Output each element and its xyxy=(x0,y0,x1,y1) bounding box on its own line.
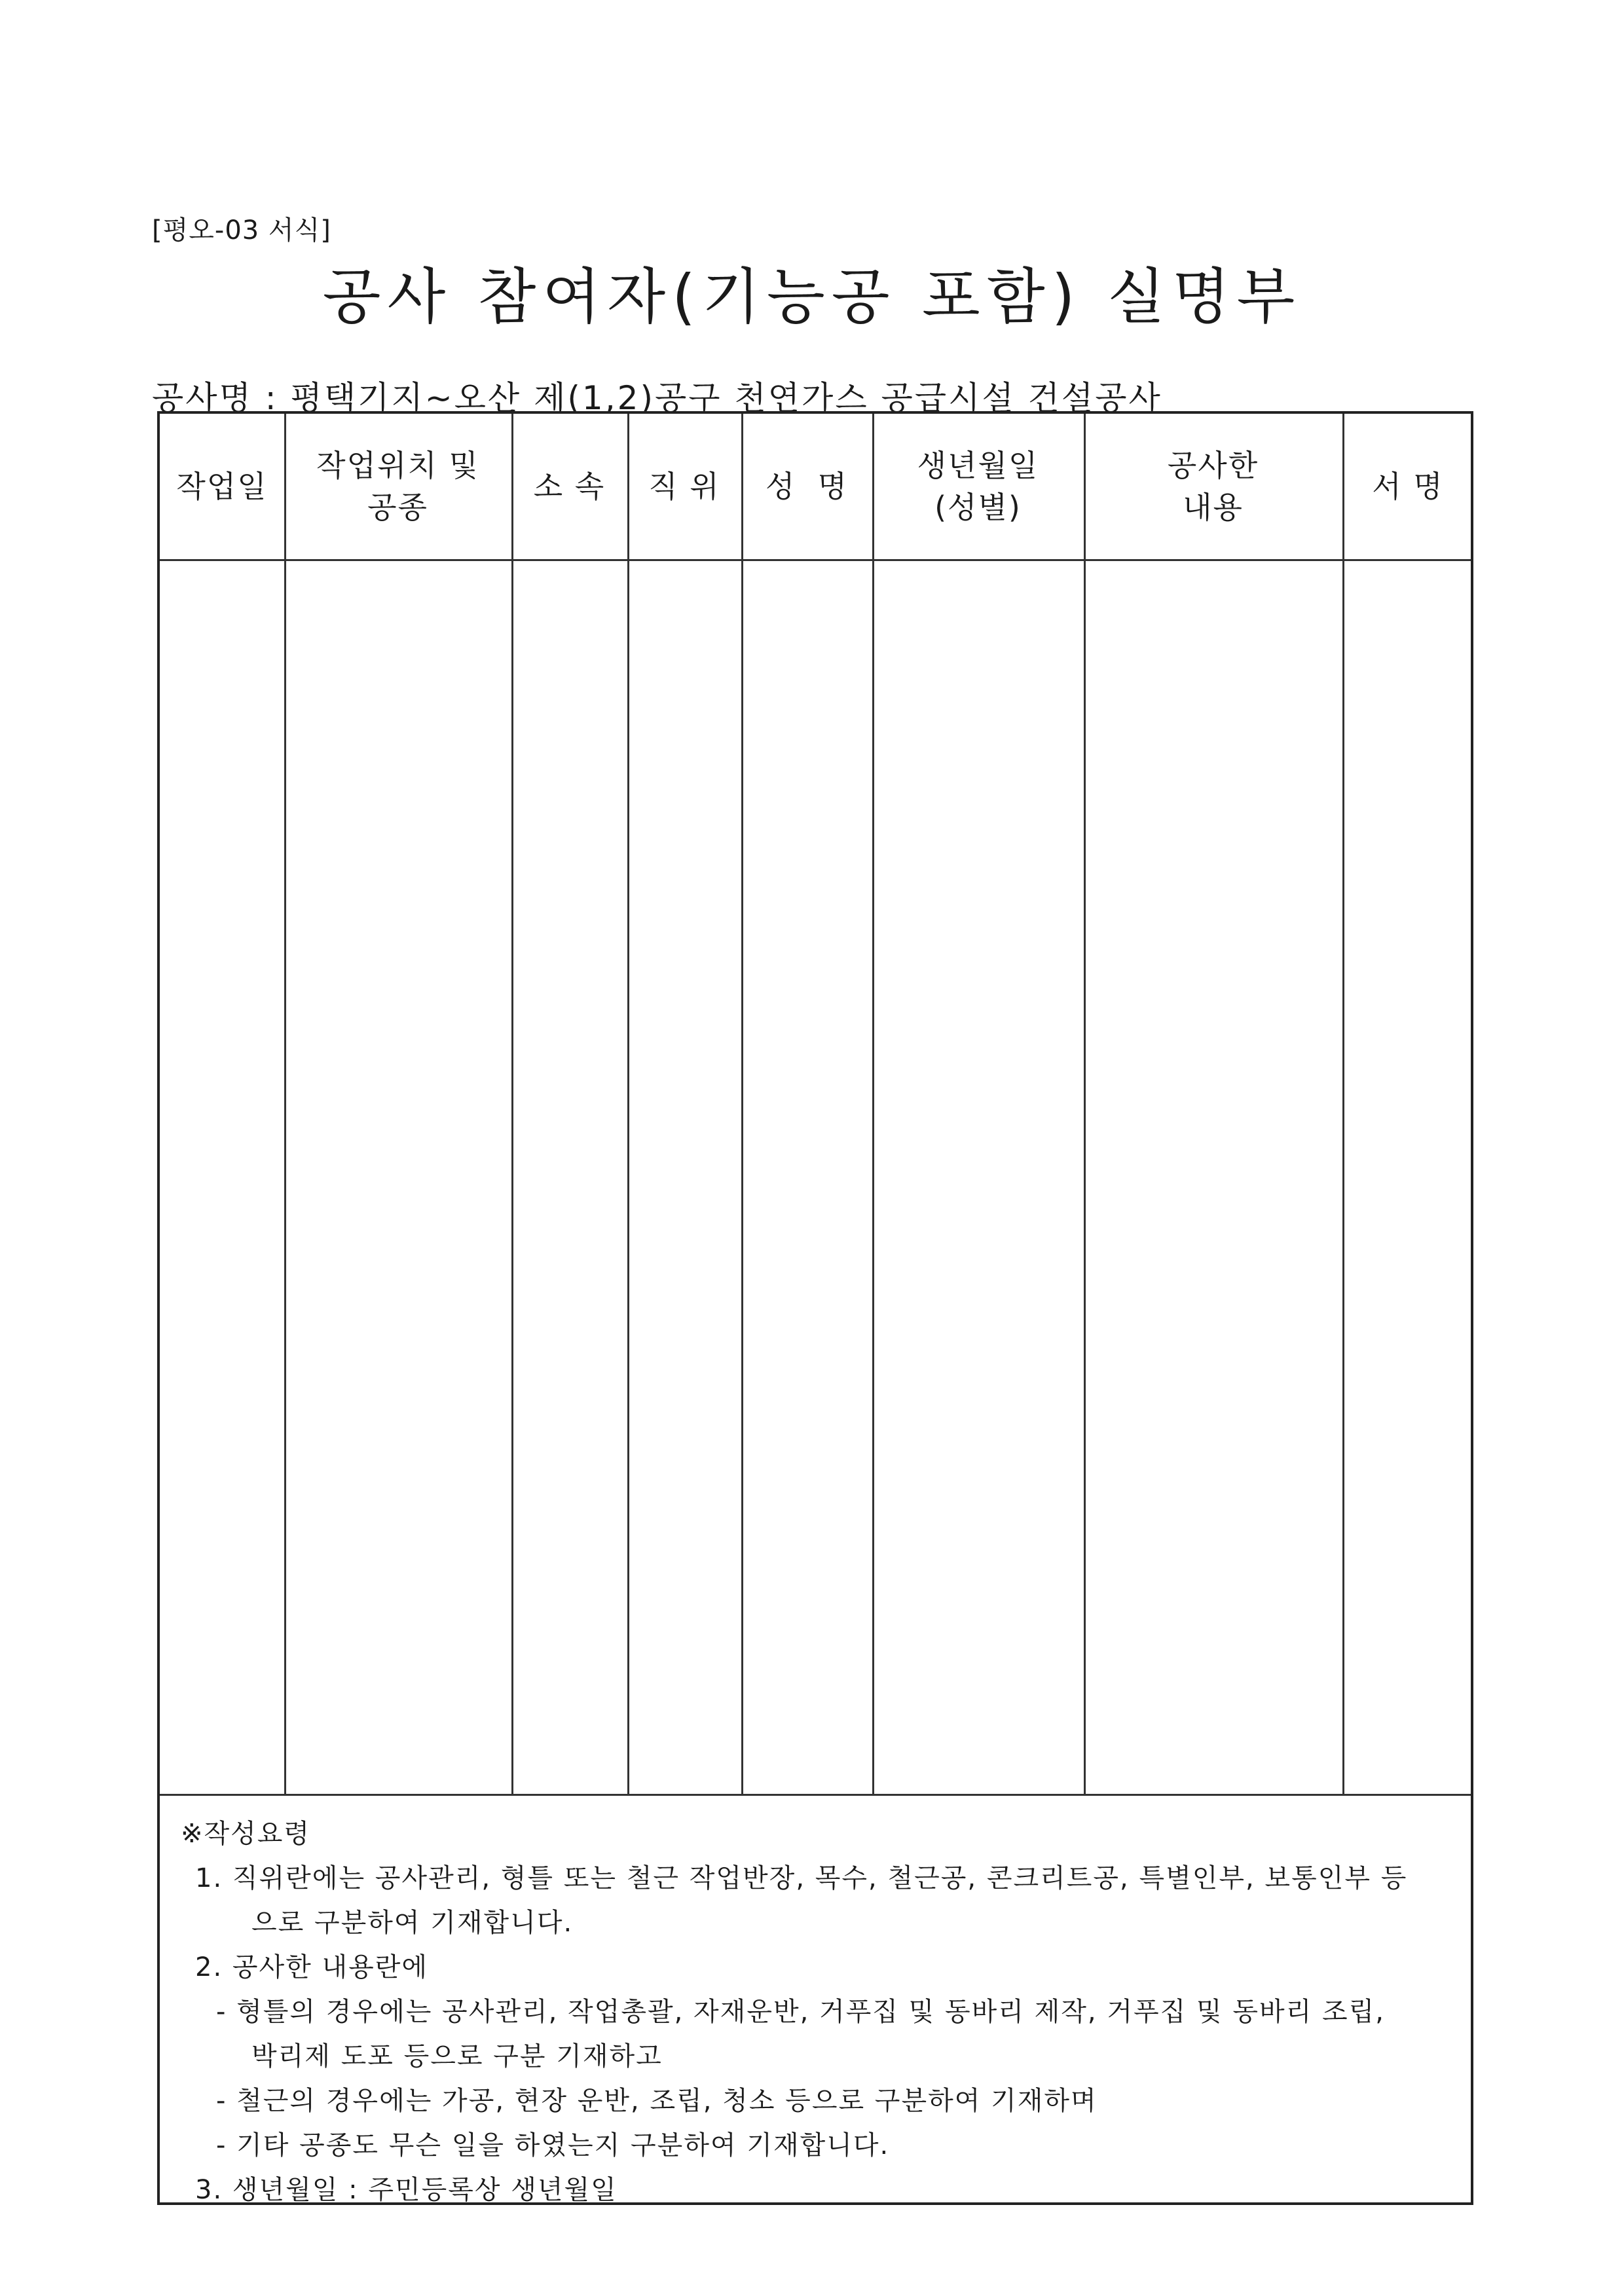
header-work-content: 공사한 내용 xyxy=(1167,448,1259,525)
page-title: 공사 참여자(기능공 포함) 실명부 xyxy=(322,262,1302,332)
header-position: 직 위 xyxy=(648,469,720,504)
instruction-item: - 기타 공종도 무슨 일을 하였는지 구분하여 기재합니다. xyxy=(216,2130,890,2160)
register-table xyxy=(157,411,1473,2205)
entry-area[interactable] xyxy=(160,559,1471,1794)
instruction-item: 1. 직위란에는 공사관리, 형틀 또는 철근 작업반장, 목수, 철근공, 콘크리트공, 특별인부, 보통인부 등 xyxy=(195,1863,1408,1893)
instruction-item: 박리제 도포 등으로 구분 기재하고 xyxy=(251,2041,663,2071)
header-signature: 서 명 xyxy=(1372,469,1444,504)
form-code: [평오-03 서식] xyxy=(152,215,331,246)
header-name: 성 명 xyxy=(765,469,849,504)
instruction-item: 으로 구분하여 기재합니다. xyxy=(251,1908,574,1938)
instruction-item: 3. 생년월일 : 주민등록상 생년월일 xyxy=(195,2175,618,2205)
header-affiliation: 소 속 xyxy=(533,469,606,504)
header-work-location: 작업위치 및 공종 xyxy=(316,448,479,525)
instruction-item: 2. 공사한 내용란에 xyxy=(195,1952,429,1982)
instructions-heading: ※작성요령 xyxy=(181,1819,311,1849)
instruction-item: - 철근의 경우에는 가공, 현장 운반, 조립, 청소 등으로 구분하여 기재하며 xyxy=(216,2086,1098,2116)
instruction-item: - 형틀의 경우에는 공사관리, 작업총괄, 자재운반, 거푸집 및 동바리 제작, 거푸집 및 동바리 조립, xyxy=(216,1997,1385,2027)
writing-instructions xyxy=(160,1794,1471,2205)
header-work-date: 작업일 xyxy=(176,469,268,504)
project-name: 공사명 : 평택기지~오산 제(1,2)공구 천연가스 공급시설 건설공사 xyxy=(152,379,1162,417)
header-birthdate: 생년월일 (성별) xyxy=(917,448,1039,525)
